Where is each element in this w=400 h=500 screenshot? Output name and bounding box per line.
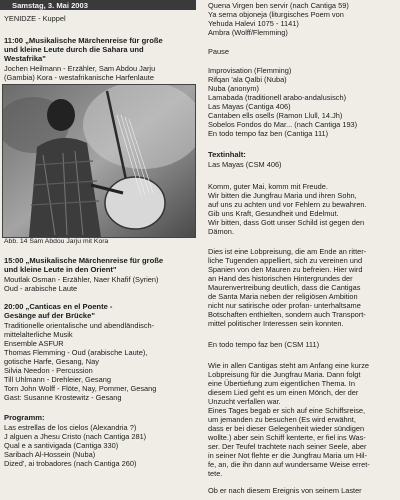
- programm-item: En todo tempo faz ben (Cantiga 111): [208, 129, 329, 138]
- programm-item: Quena Virgen ben servir (nach Cantiga 59): [208, 1, 349, 10]
- event2-desc-line: Oud - arabische Laute: [4, 284, 78, 293]
- event1-title-line: Westafrika": [4, 54, 46, 63]
- photo-musician-with-kora: [2, 84, 196, 238]
- event1-desc-line: Jochen Heilmann - Erzähler, Sam Abdou Jarju: [4, 64, 156, 73]
- poem-line: Wir bitten die Jungfrau Maria und ihren Sohn,: [208, 191, 357, 200]
- event3-desc-line: Thomas Flemming - Oud (arabische Laute),: [4, 348, 148, 357]
- para2-line: ser. Der Teufel trachtete nach seiner Seele, aber: [208, 442, 367, 451]
- para2-line: um jemanden zu besuchen (Es wird erwähnt,: [208, 415, 356, 424]
- para2-line: Eines Tages begab er sich auf eine Schiffsreise,: [208, 406, 366, 415]
- programm-item: Las Mayas (Cantiga 406): [208, 102, 291, 111]
- event2-title-line: und kleine Leute in den Orient": [4, 265, 117, 274]
- photo-caption: Abb. 14 Sam Abdou Jarju mit Kora: [4, 238, 109, 245]
- second-source: En todo tempo faz ben (CSM 111): [208, 340, 320, 349]
- para1-line: Spanien von den Mauren zu befreien. Hier wird: [208, 265, 363, 274]
- poem-line: Dämon.: [208, 227, 234, 236]
- programm-item: Saribach Al-Hossein (Nuba): [4, 450, 96, 459]
- textinhalt-label: Textinhalt:: [208, 150, 246, 159]
- programm-item: Cantaben ells osells (Ramon Llull, 14.Jh): [208, 111, 343, 120]
- event3-title-line: Gesänge auf der Brücke": [4, 311, 95, 320]
- programm-item: Nuba (anonym): [208, 84, 259, 93]
- para1-line: de Santa Maria neben der religiösen Ambition: [208, 292, 358, 301]
- date-header: Samstag, 3. Mai 2003: [12, 1, 88, 10]
- programm-label: Programm:: [4, 413, 45, 422]
- para2-line: tete.: [208, 469, 223, 478]
- pause-label: Pause: [208, 47, 229, 56]
- para1-line: Dies ist eine Lobpreisung, die am Ende an ritter-: [208, 247, 367, 256]
- para2-line: wollte.) aber sein Schiff kenterte, er fiel ins Was-: [208, 433, 366, 442]
- programm-item: Las estrellas de los cielos (Alexandria ?): [4, 423, 137, 432]
- programm-item: Ambra (Wolff/Flemming): [208, 28, 288, 37]
- programm-item: Ya serna objoneja (liturgisches Poem von: [208, 10, 344, 19]
- para2-line: eine Übertiefung zum eigentlichen Thema. In: [208, 379, 355, 388]
- para1-line: an Hand des historischen Hintergrundes der: [208, 274, 353, 283]
- poem-line: auf uns zu achten und vor Fehlern zu bewahren.: [208, 200, 367, 209]
- event3-title-line: 20:00 „Canticas en el Poente -: [4, 302, 113, 311]
- venue-label: YENIDZE - Kuppel: [4, 14, 66, 23]
- event1-title-line: 11:00 „Musikalische Märchenreise für große: [4, 36, 163, 45]
- textinhalt-source: Las Mayas (CSM 406): [208, 160, 282, 169]
- para2-line: fe, an, die ihn dann auf wundersame Weise erret-: [208, 460, 370, 469]
- programm-item: Yehuda Halevi 1075 - 1141): [208, 19, 299, 28]
- event3-desc-line: Traditionelle orientalische und abendländisch-: [4, 321, 155, 330]
- event3-desc-line: Torn John Wolff - Flöte, Nay, Pommer, Gesang: [4, 384, 157, 393]
- para2-line: diesem Lied geht es um einen Mönch, der der: [208, 388, 359, 397]
- programm-item: Improvisation (Flemming): [208, 66, 292, 75]
- para2-line: Wie in allen Cantigas steht am Anfang eine kurze: [208, 361, 370, 370]
- programm-item: Dized', ai trobadores (nach Cantiga 260): [4, 459, 137, 468]
- photo-illustration: [3, 85, 195, 237]
- event1-title-line: und kleine Leute durch die Sahara und: [4, 45, 144, 54]
- event2-desc-line: Moutlak Osman - Erzähler, Naer Khafif (Syrien): [4, 275, 159, 284]
- para1-line: mittel politischer Interessen sein konnten.: [208, 319, 344, 328]
- programm-item: Rifqan 'ala Qalbi (Nuba): [208, 75, 287, 84]
- date-header-band: [0, 0, 196, 10]
- event3-desc-line: Till Uhlmann - Drehleier, Gesang: [4, 375, 111, 384]
- para2-line: Ob er nach diesem Ereignis von seinem Laster: [208, 486, 362, 495]
- programm-item: Lamabada (traditionell arabo-andalusisch): [208, 93, 347, 102]
- para2-line: in seiner Not flehte er die Jungfrau Maria um Hil-: [208, 451, 367, 460]
- para1-line: liche Tugenden appelliert, sich zu vereinen und: [208, 256, 363, 265]
- para2-line: Unzucht verfallen war.: [208, 397, 281, 406]
- para1-line: Maurenvertreibung deutlich, dass die Cantigas: [208, 283, 361, 292]
- programm-item: Qual e a santivigada (Cantiga 330): [4, 441, 119, 450]
- event2-title-line: 15:00 „Musikalische Märchenreise für große: [4, 256, 164, 265]
- programm-item: J alguen a Jhesu Cristo (nach Cantiga 281): [4, 432, 147, 441]
- para1-line: Botschaften enthielten, sondern auch Transport-: [208, 310, 366, 319]
- event3-desc-line: Gast: Susanne Krostewitz - Gesang: [4, 393, 122, 402]
- para1-line: nicht nur satirische oder profan- unterhaltsame: [208, 301, 361, 310]
- programm-item: Sobelos Fondos do Mar... (nach Cantiga 193): [208, 120, 358, 129]
- event1-desc-line: (Gambia) Kora - westafrikanische Harfenlaute: [4, 73, 154, 82]
- event3-desc-line: gotische Harfe, Gesang, Nay: [4, 357, 99, 366]
- event3-desc-line: mittelalterliche Musik: [4, 330, 73, 339]
- poem-line: Wir bitten, dass Gott unser Schild ist gegen den: [208, 218, 365, 227]
- para2-line: dass er bei dieser Gelegenheit wieder sündigen: [208, 424, 365, 433]
- event3-desc-line: Ensemble ASFUR: [4, 339, 64, 348]
- poem-line: Gib uns Kraft, Gesundheit und Edelmut.: [208, 209, 339, 218]
- poem-line: Komm, guter Mai, komm mit Freude.: [208, 182, 328, 191]
- event3-desc-line: Silvia Needon - Percussion: [4, 366, 93, 375]
- para2-line: Lobpreisung für die Jungfrau Maria. Dann folgt: [208, 370, 361, 379]
